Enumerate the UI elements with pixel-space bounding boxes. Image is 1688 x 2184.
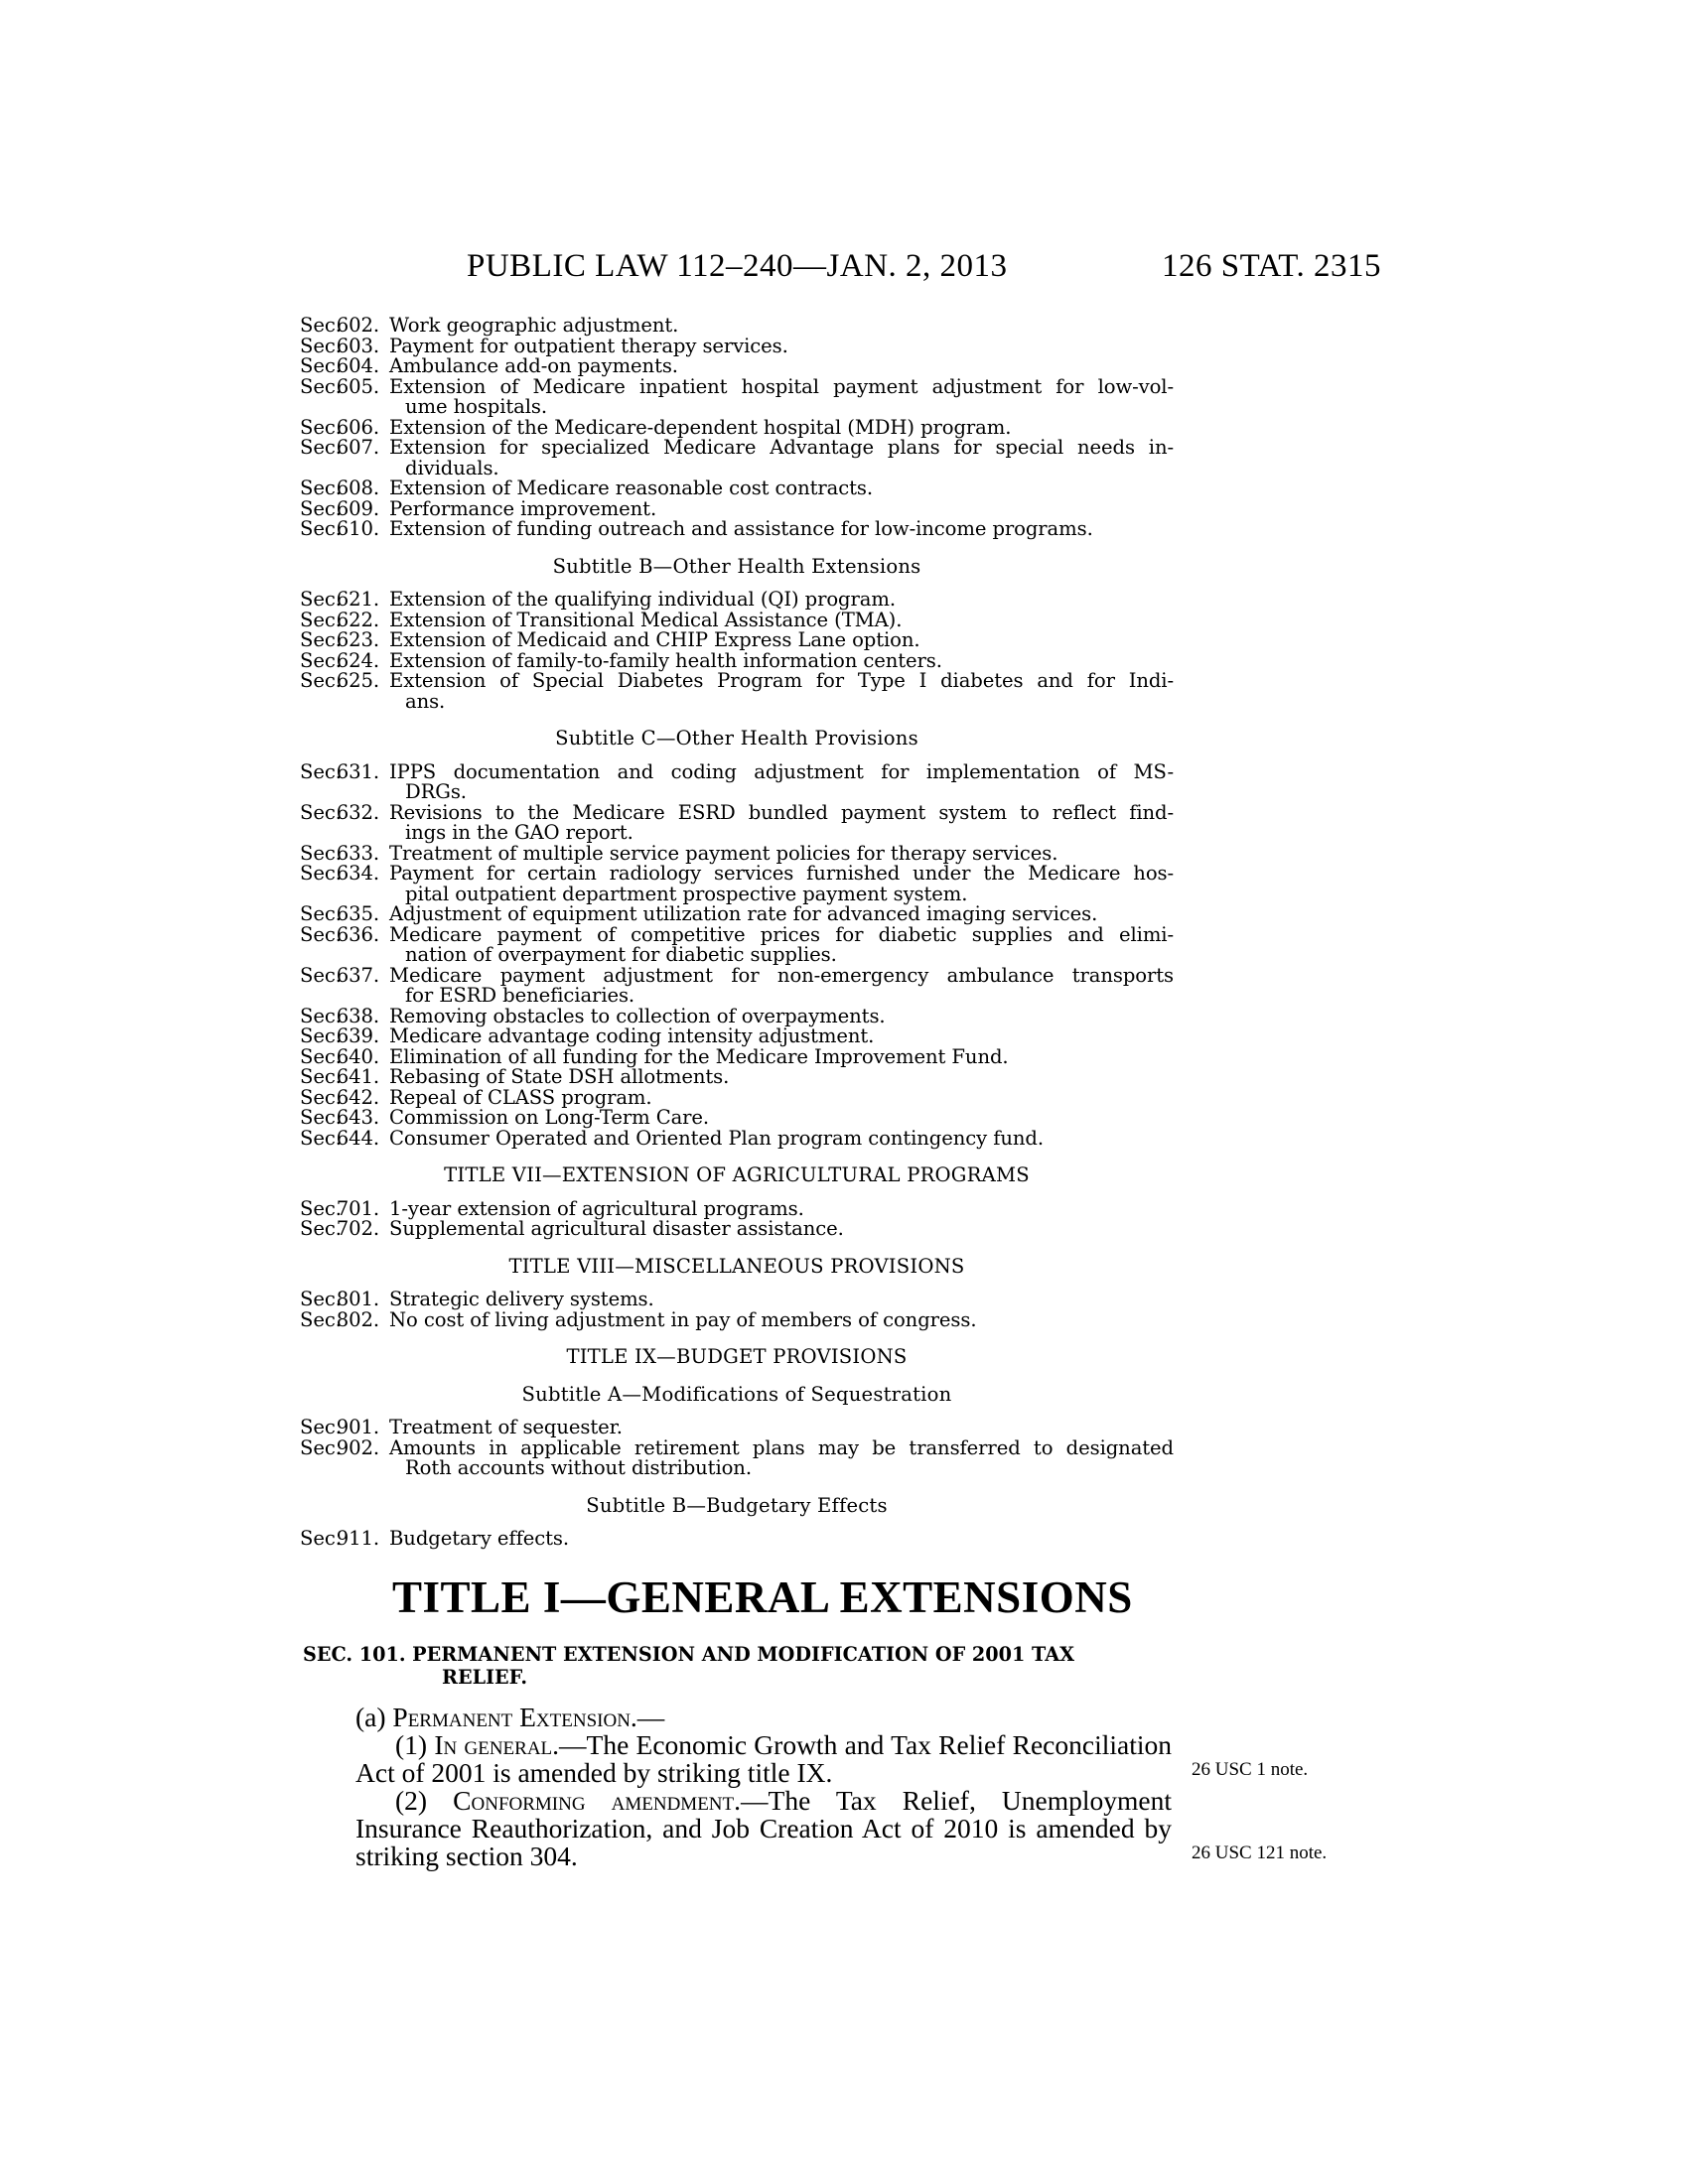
toc-sec-number: 603. (336, 334, 379, 357)
toc-sec-title-block (389, 800, 1174, 844)
paragraph-2-text: —The Tax Relief, Unemployment Insurance Reauthorization, and Job Creation Act of 2010 is amended by striking section 304. (355, 1785, 1172, 1871)
toc-entry (300, 356, 1174, 377)
toc-sec-title: Medicare payment adjustment for non-emergency ambulance transports (389, 963, 1174, 987)
toc-sec-title-continuation: Roth accounts without distribution. (405, 1456, 752, 1479)
toc-sec-title: Amounts in applicable retirement plans may be transferred to designated (389, 1435, 1174, 1459)
toc-sec-label: Sec. (300, 374, 342, 398)
toc-sec-label: Sec. (300, 669, 342, 692)
toc-sec-number: 632. (336, 800, 379, 824)
toc-entry (300, 316, 1174, 337)
toc-sec-title-block (389, 608, 1174, 631)
toc-sec-number: 636. (336, 922, 379, 946)
toc-sec-label: Sec. (300, 628, 342, 651)
section-heading-line2: RELIEF. (442, 1666, 528, 1689)
toc-sec-title: Removing obstacles to collection of overpayments. (389, 1004, 886, 1027)
toc-sec-title-block (389, 334, 1174, 357)
toc-entry (300, 1219, 1174, 1240)
toc-sec-label: Sec. (300, 1085, 342, 1109)
toc-sec-title-block (389, 904, 1174, 925)
toc-entry (300, 759, 1174, 803)
paragraph-a (355, 1704, 1172, 1731)
toc-entry (300, 904, 1174, 925)
toc-entry (300, 1026, 1174, 1047)
toc-sec-label: Sec. (300, 415, 342, 439)
toc-sec-number: 702. (336, 1217, 379, 1240)
toc-sec-number: 701. (336, 1196, 379, 1220)
toc-entry (300, 1004, 1174, 1027)
toc-sec-number: 602. (336, 314, 379, 337)
toc-sec-number: 802. (336, 1307, 379, 1331)
toc-sec-number: 610. (336, 517, 379, 540)
margin-note-2: 26 USC 121 note. (1192, 1843, 1328, 1863)
toc-sec-title-block (389, 1126, 1174, 1150)
running-head-title: PUBLIC LAW 112–240—JAN. 2, 2013 (467, 248, 1008, 284)
toc-sec-title-continuation: ans. (405, 689, 446, 713)
toc-sec-label: Sec. (300, 1065, 342, 1088)
toc-sec-title: Extension of the qualifying individual (QI) program. (389, 588, 896, 611)
toc-sec-title: Extension of Medicare inpatient hospital payment adjustment for low-vol- (389, 374, 1174, 398)
toc-entry (300, 922, 1174, 966)
toc-sec-number: 621. (336, 588, 379, 611)
toc-sec-label: Sec. (300, 608, 342, 631)
toc-sec-label: Sec. (300, 314, 342, 337)
toc-sec-number: 607. (336, 436, 379, 459)
toc-sec-label: Sec. (300, 648, 342, 672)
toc-sec-number: 642. (336, 1085, 379, 1109)
toc-sec-number: 902. (336, 1435, 379, 1459)
toc-entry (300, 1108, 1174, 1129)
toc-sec-title: IPPS documentation and coding adjustment for implementation of MS- (389, 759, 1174, 783)
toc-sec-title-block (389, 630, 1174, 651)
toc-sec-title-continuation: ings in the GAO report. (405, 821, 633, 844)
toc-sec-label: Sec. (300, 1527, 342, 1550)
toc-sec-label: Sec. (300, 354, 342, 377)
toc-sec-label: Sec. (300, 1004, 342, 1027)
toc-sec-number: 604. (336, 354, 379, 377)
toc-sec-label: Sec. (300, 759, 342, 783)
toc-entry (300, 438, 1174, 478)
toc-sec-title: Budgetary effects. (389, 1527, 569, 1550)
toc-sec-title-block (389, 1290, 1174, 1310)
toc-entry (300, 496, 1174, 520)
toc-sec-title: Treatment of multiple service payment policies for therapy services. (389, 841, 1058, 865)
toc-entry (300, 334, 1174, 357)
toc-entry (300, 800, 1174, 844)
toc-sec-title-block (389, 1108, 1174, 1129)
paragraph-1 (355, 1731, 1172, 1787)
toc-sec-label: Sec. (300, 902, 342, 925)
toc-sec-title-block (389, 438, 1174, 478)
toc-entry (300, 1044, 1174, 1068)
toc-sec-title: Payment for certain radiology services furnished under the Medicare hos- (389, 862, 1174, 885)
toc-sec-title-block (389, 1004, 1174, 1027)
toc-entry (300, 1418, 1174, 1438)
toc-heading: TITLE IX—BUDGET PROVISIONS (566, 1345, 908, 1368)
toc-entry (300, 1307, 1174, 1331)
toc-sec-title: Treatment of sequester. (389, 1416, 623, 1438)
toc-heading: TITLE VIII—MISCELLANEOUS PROVISIONS (508, 1254, 965, 1278)
toc-sec-number: 901. (336, 1416, 379, 1438)
toc-sec-title: Payment for outpatient therapy services. (389, 334, 788, 357)
toc-sec-title: Repeal of CLASS program. (389, 1085, 652, 1109)
toc-sec-title: Extension of Medicaid and CHIP Express Lane option. (389, 628, 920, 651)
toc-sec-number: 625. (336, 669, 379, 692)
toc-entry (300, 1067, 1174, 1088)
toc-sec-title: Performance improvement. (389, 496, 657, 520)
toc-sec-title-block (389, 590, 1174, 611)
toc-sec-title: Adjustment of equipment utilization rate for advanced imaging services. (389, 902, 1098, 925)
toc-sec-number: 633. (336, 841, 379, 865)
toc-sec-number: 623. (336, 628, 379, 651)
toc-sec-label: Sec. (300, 800, 342, 824)
paragraph-1-heading: In general. (434, 1729, 560, 1760)
toc-sec-title-block (389, 963, 1174, 1007)
toc-entry (300, 478, 1174, 499)
toc-sec-title-block (389, 478, 1174, 499)
toc-sec-title-block (389, 648, 1174, 672)
toc-entry (300, 864, 1174, 904)
toc-sec-number: 606. (336, 415, 379, 439)
toc-heading: Subtitle A—Modifications of Sequestration (521, 1382, 952, 1406)
toc-sec-number: 911. (336, 1527, 379, 1550)
title-heading: TITLE I—GENERAL EXTENSIONS (392, 1572, 1133, 1622)
paragraph-2-heading: Conforming amendment. (453, 1785, 742, 1816)
toc-sec-label: Sec. (300, 841, 342, 865)
paragraph-1-text: —The Economic Growth and Tax Relief Reconciliation Act of 2001 is amended by striking title IX. (355, 1729, 1172, 1788)
toc-sec-title-block (389, 374, 1174, 418)
toc-entry (300, 1290, 1174, 1310)
toc-entry (300, 1085, 1174, 1109)
toc-entry (300, 1529, 1174, 1550)
toc-sec-title-continuation: DRGs. (405, 780, 467, 803)
toc-sec-title-block (389, 1044, 1174, 1068)
toc-entry (300, 590, 1174, 611)
toc-entry (300, 963, 1174, 1007)
toc-sec-title: Medicare advantage coding intensity adjustment. (389, 1024, 875, 1047)
toc-sec-title-block (389, 519, 1174, 540)
toc-sec-number: 608. (336, 477, 379, 499)
toc-sec-title-block (389, 356, 1174, 377)
toc-sec-title-block (389, 1085, 1174, 1109)
running-head-page: 126 STAT. 2315 (1162, 248, 1382, 284)
toc-sec-title: Extension of Special Diabetes Program for Type I diabetes and for Indi- (389, 669, 1174, 692)
toc-sec-label: Sec. (300, 1106, 342, 1129)
toc-sec-title: Extension of Medicare reasonable cost contracts. (389, 477, 873, 499)
toc-sec-label: Sec. (300, 588, 342, 611)
toc-sec-number: 637. (336, 963, 379, 987)
toc-entry (300, 1435, 1174, 1479)
toc-sec-number: 640. (336, 1044, 379, 1068)
toc-sec-title-continuation: ume hospitals. (405, 395, 548, 418)
toc-sec-title-block (389, 496, 1174, 520)
section-body (355, 1704, 1172, 1870)
toc-sec-number: 644. (336, 1126, 379, 1150)
toc-sec-number: 605. (336, 374, 379, 398)
toc-sec-title-block (389, 1435, 1174, 1479)
toc-heading: TITLE VII—EXTENSION OF AGRICULTURAL PROGRAMS (444, 1163, 1030, 1186)
toc-sec-label: Sec. (300, 1044, 342, 1068)
section-heading-line1: SEC. 101. PERMANENT EXTENSION AND MODIFICATION OF 2001 TAX (303, 1643, 1074, 1666)
toc-sec-label: Sec. (300, 496, 342, 520)
toc-sec-number: 643. (336, 1106, 379, 1129)
toc-sec-label: Sec. (300, 862, 342, 885)
toc-sec-title-continuation: for ESRD beneficiaries. (405, 984, 635, 1007)
toc-sec-label: Sec. (300, 1307, 342, 1331)
toc-sec-label: Sec. (300, 1024, 342, 1047)
toc-sec-label: Sec. (300, 334, 342, 357)
toc-sec-title-continuation: pital outpatient department prospective payment system. (405, 882, 968, 905)
paragraph-1-label: (1) (395, 1729, 428, 1760)
toc-sec-title: No cost of living adjustment in pay of members of congress. (389, 1307, 977, 1331)
toc-sec-title: Extension of funding outreach and assistance for low-income programs. (389, 517, 1093, 540)
table-of-contents (300, 316, 1174, 1550)
toc-sec-title: Strategic delivery systems. (389, 1288, 654, 1310)
toc-entry (300, 415, 1174, 439)
toc-entry (300, 1196, 1174, 1220)
margin-note-1: 26 USC 1 note. (1192, 1759, 1309, 1780)
paragraph-a-heading: Permanent Extension.— (392, 1702, 665, 1732)
toc-sec-title: Elimination of all funding for the Medicare Improvement Fund. (389, 1044, 1009, 1068)
toc-entry (300, 671, 1174, 712)
toc-entry (300, 630, 1174, 651)
toc-sec-title-block (389, 1067, 1174, 1088)
toc-sec-title: Revisions to the Medicare ESRD bundled payment system to reflect find- (389, 800, 1174, 824)
toc-sec-label: Sec. (300, 963, 342, 987)
toc-sec-title-block (389, 1529, 1174, 1550)
toc-sec-label: Sec. (300, 477, 342, 499)
toc-heading: Subtitle B—Budgetary Effects (586, 1493, 888, 1517)
toc-sec-title: Ambulance add-on payments. (389, 354, 678, 377)
toc-sec-number: 609. (336, 496, 379, 520)
toc-sec-number: 635. (336, 902, 379, 925)
toc-sec-number: 622. (336, 608, 379, 631)
toc-sec-label: Sec. (300, 1288, 342, 1310)
toc-sec-number: 641. (336, 1065, 379, 1088)
toc-sec-title: Extension of Transitional Medical Assistance (TMA). (389, 608, 903, 631)
toc-sec-label: Sec. (300, 436, 342, 459)
toc-sec-title-block (389, 1307, 1174, 1331)
toc-sec-label: Sec. (300, 1217, 342, 1240)
toc-sec-title: Supplemental agricultural disaster assistance. (389, 1217, 844, 1240)
toc-sec-title-block (389, 1196, 1174, 1220)
toc-sec-number: 624. (336, 648, 379, 672)
toc-sec-label: Sec. (300, 1196, 342, 1220)
toc-sec-title-block (389, 759, 1174, 803)
toc-sec-title-block (389, 316, 1174, 337)
paragraph-2 (355, 1787, 1172, 1870)
toc-sec-title: Extension of the Medicare-dependent hospital (MDH) program. (389, 415, 1012, 439)
toc-sec-title: Extension of family-to-family health information centers. (389, 648, 942, 672)
toc-entry (300, 519, 1174, 540)
toc-sec-title-block (389, 1219, 1174, 1240)
toc-entry (300, 374, 1174, 418)
toc-sec-number: 801. (336, 1288, 379, 1310)
toc-entry (300, 608, 1174, 631)
toc-sec-title: Extension for specialized Medicare Advantage plans for special needs in- (389, 436, 1174, 459)
toc-entry (300, 648, 1174, 672)
toc-sec-label: Sec. (300, 1126, 342, 1150)
toc-sec-title: Work geographic adjustment. (389, 314, 679, 337)
toc-sec-title: Consumer Operated and Oriented Plan program contingency fund. (389, 1126, 1044, 1150)
toc-sec-title-block (389, 1026, 1174, 1047)
toc-sec-number: 634. (336, 862, 379, 885)
toc-entry (300, 841, 1174, 865)
toc-sec-number: 638. (336, 1004, 379, 1027)
toc-sec-number: 639. (336, 1024, 379, 1047)
toc-sec-title: Medicare payment of competitive prices for diabetic supplies and elimi- (389, 922, 1174, 946)
toc-sec-label: Sec. (300, 1416, 342, 1438)
toc-sec-title-block (389, 922, 1174, 966)
toc-sec-title: Commission on Long-Term Care. (389, 1106, 710, 1129)
toc-sec-title-block (389, 1418, 1174, 1438)
toc-sec-title: 1-year extension of agricultural programs. (389, 1196, 804, 1220)
section-heading (303, 1643, 1177, 1689)
toc-sec-title-block (389, 841, 1174, 865)
toc-sec-label: Sec. (300, 922, 342, 946)
toc-entry (300, 1126, 1174, 1150)
toc-sec-number: 631. (336, 759, 379, 783)
toc-sec-title-block (389, 864, 1174, 904)
paragraph-2-label: (2) (395, 1785, 428, 1816)
paragraph-a-label: (a) (355, 1702, 386, 1732)
toc-heading: Subtitle B—Other Health Extensions (552, 554, 921, 578)
toc-sec-title-block (389, 415, 1174, 439)
toc-sec-title-continuation: nation of overpayment for diabetic supplies. (405, 943, 837, 966)
toc-sec-title-block (389, 671, 1174, 712)
toc-heading: Subtitle C—Other Health Provisions (555, 727, 918, 750)
toc-sec-title: Rebasing of State DSH allotments. (389, 1065, 730, 1088)
toc-sec-title-continuation: dividuals. (405, 456, 499, 479)
toc-sec-label: Sec. (300, 517, 342, 540)
toc-sec-label: Sec. (300, 1435, 342, 1459)
